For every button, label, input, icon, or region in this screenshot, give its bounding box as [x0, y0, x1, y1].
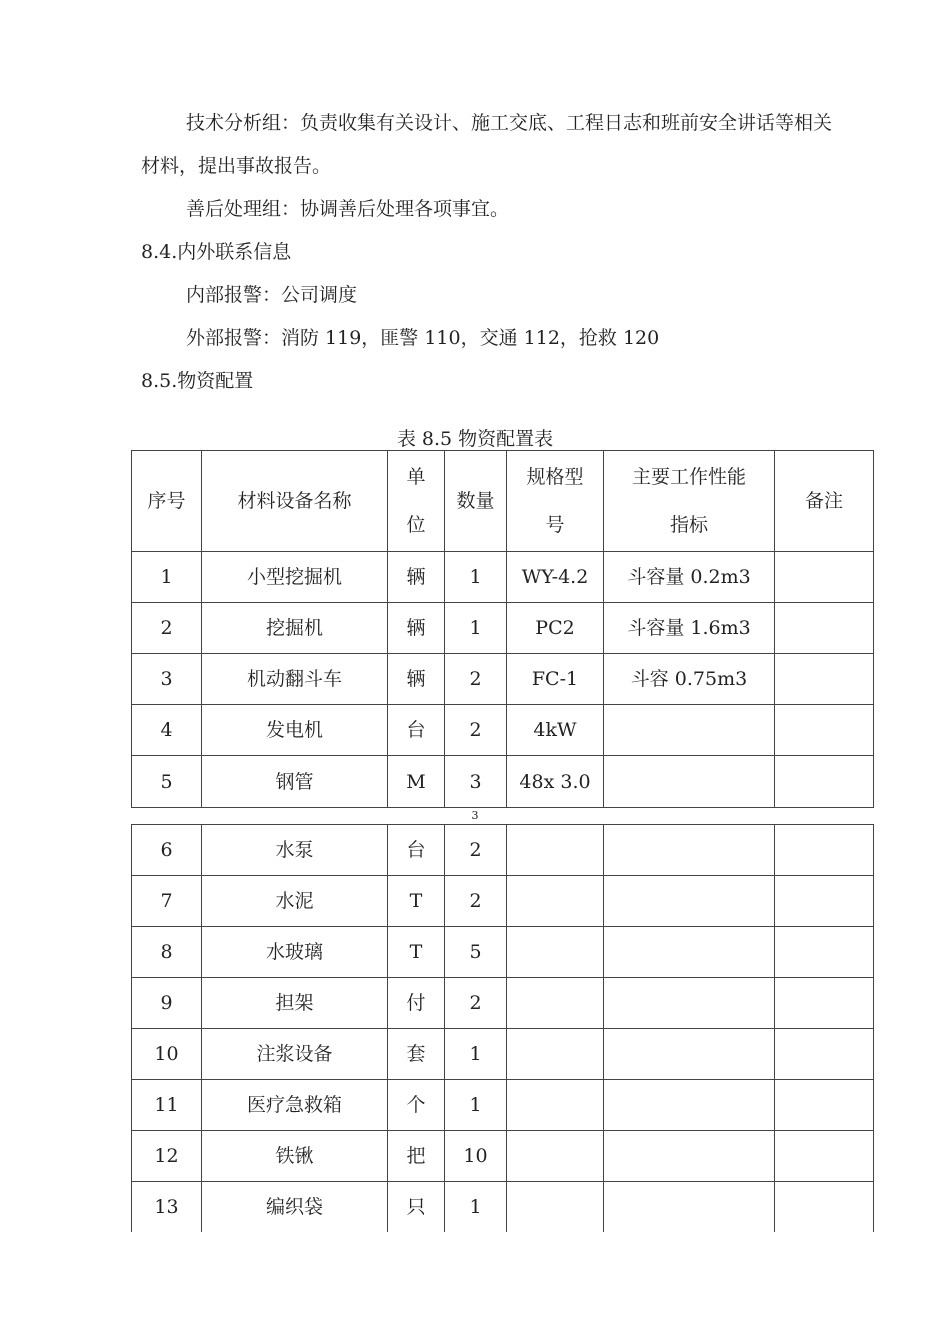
cell-seq: 11 [132, 1080, 202, 1131]
cell-seq: 3 [132, 654, 202, 705]
cell-name: 编织袋 [202, 1182, 388, 1232]
table-row [132, 978, 874, 1029]
header-perf [604, 451, 775, 552]
paragraph-aftermath: 善后处理组：协调善后处理各项事宜。 [186, 198, 510, 220]
cell-seq: 8 [132, 927, 202, 978]
cell-qty: 1 [445, 552, 507, 603]
cell-spec [507, 1182, 604, 1232]
cell-spec [507, 1131, 604, 1182]
cell-spec [507, 876, 604, 927]
table-caption: 表 8.5 物资配置表 [396, 428, 554, 450]
cell-perf [604, 1182, 775, 1232]
cell-spec: 4kW [507, 705, 604, 756]
materials-table-part2 [131, 824, 874, 1232]
cell-spec [507, 1029, 604, 1080]
cell-name: 水玻璃 [202, 927, 388, 978]
table-row [132, 825, 874, 876]
cell-perf: 斗容量 0.2m3 [604, 552, 775, 603]
cell-unit: 台 [388, 705, 445, 756]
header-perf-line2: 指标 [669, 514, 708, 536]
header-unit [388, 451, 445, 552]
cell-name: 铁锹 [202, 1131, 388, 1182]
table-row [132, 1080, 874, 1131]
cell-name: 钢管 [202, 756, 388, 808]
cell-unit: 付 [388, 978, 445, 1029]
cell-seq: 10 [132, 1029, 202, 1080]
cell-qty: 2 [445, 978, 507, 1029]
paragraph-tech-analysis-line2: 材料，提出事故报告。 [141, 155, 332, 177]
cell-remark [775, 1080, 874, 1131]
cell-seq: 7 [132, 876, 202, 927]
cell-name: 发电机 [202, 705, 388, 756]
cell-perf [604, 1029, 775, 1080]
cell-seq: 4 [132, 705, 202, 756]
cell-remark [775, 756, 874, 808]
cell-unit: 套 [388, 1029, 445, 1080]
page-number: 3 [471, 809, 479, 822]
cell-perf [604, 1080, 775, 1131]
cell-perf: 斗容量 1.6m3 [604, 603, 775, 654]
cell-name: 注浆设备 [202, 1029, 388, 1080]
cell-unit: 个 [388, 1080, 445, 1131]
cell-spec: PC2 [507, 603, 604, 654]
cell-unit: 辆 [388, 654, 445, 705]
heading-8-5: 8.5.物资配置 [141, 370, 254, 392]
table-row [132, 1182, 874, 1232]
cell-qty: 2 [445, 654, 507, 705]
cell-perf [604, 756, 775, 808]
cell-name: 挖掘机 [202, 603, 388, 654]
header-spec-line1: 规格型 [526, 466, 584, 488]
table-header-row [132, 451, 874, 552]
cell-qty: 1 [445, 1182, 507, 1232]
header-perf-line1: 主要工作性能 [631, 466, 746, 488]
cell-unit: 把 [388, 1131, 445, 1182]
cell-perf [604, 876, 775, 927]
header-spec-line2: 号 [545, 514, 565, 536]
cell-perf [604, 825, 775, 876]
cell-perf [604, 927, 775, 978]
cell-name: 小型挖掘机 [202, 552, 388, 603]
cell-qty: 2 [445, 705, 507, 756]
header-unit-line1: 单 [406, 466, 426, 488]
materials-table-part1 [131, 450, 874, 808]
table-row [132, 876, 874, 927]
cell-qty: 3 [445, 756, 507, 808]
cell-perf: 斗容 0.75m3 [604, 654, 775, 705]
cell-remark [775, 1131, 874, 1182]
cell-seq: 13 [132, 1182, 202, 1232]
cell-name: 医疗急救箱 [202, 1080, 388, 1131]
cell-qty: 10 [445, 1131, 507, 1182]
header-unit-line2: 位 [406, 514, 426, 536]
table-row [132, 756, 874, 808]
cell-unit: 台 [388, 825, 445, 876]
cell-remark [775, 978, 874, 1029]
paragraph-internal-alarm: 内部报警：公司调度 [186, 284, 358, 306]
header-qty: 数量 [445, 451, 507, 552]
table-row [132, 1131, 874, 1182]
header-spec [507, 451, 604, 552]
header-seq: 序号 [132, 451, 202, 552]
cell-seq: 5 [132, 756, 202, 808]
cell-qty: 1 [445, 603, 507, 654]
cell-perf [604, 978, 775, 1029]
cell-spec: 48x 3.0 [507, 756, 604, 808]
cell-seq: 9 [132, 978, 202, 1029]
cell-perf [604, 705, 775, 756]
table-row [132, 1029, 874, 1080]
heading-8-4: 8.4.内外联系信息 [141, 241, 292, 263]
cell-unit: 辆 [388, 552, 445, 603]
cell-remark [775, 552, 874, 603]
cell-seq: 12 [132, 1131, 202, 1182]
cell-remark [775, 603, 874, 654]
table-row [132, 552, 874, 603]
paragraph-tech-analysis-line1: 技术分析组：负责收集有关设计、施工交底、工程日志和班前安全讲话等相关 [186, 112, 833, 134]
header-name: 材料设备名称 [202, 451, 388, 552]
table-row [132, 654, 874, 705]
cell-name: 水泵 [202, 825, 388, 876]
cell-remark [775, 927, 874, 978]
table-row [132, 603, 874, 654]
cell-spec [507, 825, 604, 876]
cell-remark [775, 654, 874, 705]
cell-qty: 2 [445, 825, 507, 876]
cell-remark [775, 876, 874, 927]
cell-spec: FC-1 [507, 654, 604, 705]
cell-unit: 只 [388, 1182, 445, 1232]
cell-seq: 2 [132, 603, 202, 654]
cell-seq: 6 [132, 825, 202, 876]
cell-qty: 5 [445, 927, 507, 978]
cell-spec [507, 927, 604, 978]
cell-spec [507, 1080, 604, 1131]
cell-name: 水泥 [202, 876, 388, 927]
cell-qty: 1 [445, 1080, 507, 1131]
cell-unit: T [388, 927, 445, 978]
cell-seq: 1 [132, 552, 202, 603]
cell-unit: T [388, 876, 445, 927]
table-row [132, 927, 874, 978]
paragraph-external-alarm: 外部报警：消防 119，匪警 110，交通 112，抢救 120 [186, 327, 660, 349]
cell-qty: 1 [445, 1029, 507, 1080]
table-row [132, 705, 874, 756]
cell-unit: M [388, 756, 445, 808]
cell-name: 机动翻斗车 [202, 654, 388, 705]
cell-perf [604, 1131, 775, 1182]
cell-name: 担架 [202, 978, 388, 1029]
header-remark: 备注 [775, 451, 874, 552]
cell-unit: 辆 [388, 603, 445, 654]
cell-qty: 2 [445, 876, 507, 927]
cell-remark [775, 1029, 874, 1080]
cell-spec [507, 978, 604, 1029]
cell-remark [775, 705, 874, 756]
cell-remark [775, 825, 874, 876]
cell-spec: WY-4.2 [507, 552, 604, 603]
cell-remark [775, 1182, 874, 1232]
